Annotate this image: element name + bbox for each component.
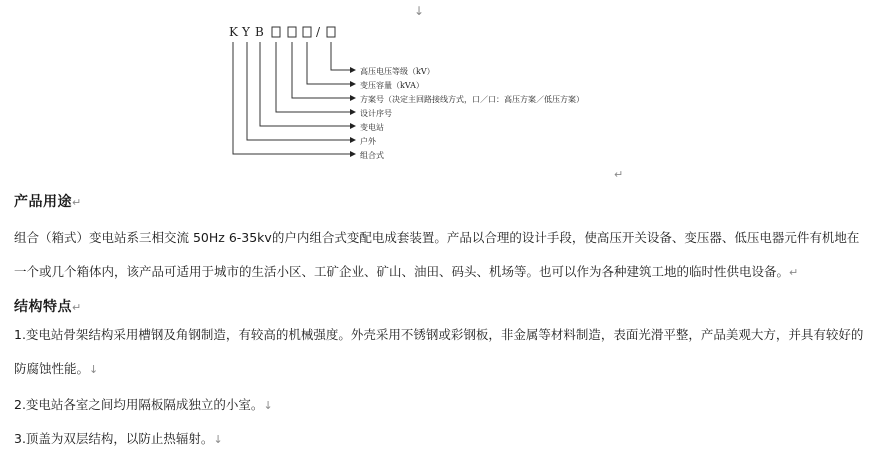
diagram-label-scheme: 方案号（决定主回路接线方式，口／口：高压方案／低压方案） — [360, 95, 584, 104]
item-text: 2.变电站各室之间均用隔板隔成独立的小室。 — [14, 397, 264, 412]
code-box-4 — [327, 27, 335, 37]
code-box-3 — [303, 27, 311, 37]
paragraph-mark: ↵ — [614, 168, 624, 181]
paragraph-mark: ↵ — [72, 196, 82, 209]
diagram-label-voltage: 高压电压等级（kV） — [360, 67, 435, 76]
section-heading-structure — [14, 296, 82, 316]
code-letter-b: B — [255, 25, 264, 39]
diagram-label-combined: 组合式 — [360, 151, 384, 160]
code-box-2 — [288, 27, 296, 37]
line-break-mark: ↓ — [414, 4, 425, 18]
code-box-1 — [272, 27, 280, 37]
use-paragraph — [14, 221, 866, 290]
code-letter-k: K — [229, 25, 238, 39]
heading-text: 结构特点 — [14, 299, 72, 315]
paragraph-text: 组合（箱式）变电站系三相交流 50Hz 6-35kv的户内组合式变配电成套装置。产品以合理的设计手段，使高压开关设备、变压器、低压电器元件有机地在一个或几个箱体内，该产品可适用于城市的生活小区、工矿企业、矿山、油田、码头、机场等。也可以作为各种建筑工地的临时性供电设备。 — [14, 230, 860, 279]
model-code-diagram — [224, 22, 614, 172]
diagram-label-capacity: 变压容量（kVA） — [360, 81, 424, 90]
heading-text: 产品用途 — [14, 194, 72, 210]
item-text: 1.变电站骨架结构采用槽钢及角钢制造，有较高的机械强度。外壳采用不锈钢或彩钢板，非金属等材料制造，表面光滑平整，产品美观大方，并具有较好的防腐蚀性能。 — [14, 327, 864, 376]
line-break-mark: ↓ — [263, 399, 273, 412]
diagram-label-outdoor: 户外 — [360, 137, 376, 146]
line-break-mark: ↓ — [213, 433, 223, 446]
structure-item — [14, 388, 866, 423]
diagram-label-design-no: 设计序号 — [360, 109, 392, 118]
structure-item — [14, 422, 866, 457]
code-slash: / — [316, 25, 321, 39]
diagram-label-substation: 变电站 — [360, 123, 384, 132]
structure-item — [14, 318, 866, 387]
paragraph-mark: ↵ — [72, 301, 82, 314]
item-text: 3.顶盖为双层结构，以防止热辐射。 — [14, 431, 214, 446]
line-break-mark: ↓ — [89, 363, 99, 376]
section-heading-use — [14, 191, 82, 211]
code-letter-y: Y — [242, 25, 250, 39]
paragraph-mark: ↵ — [789, 266, 799, 279]
